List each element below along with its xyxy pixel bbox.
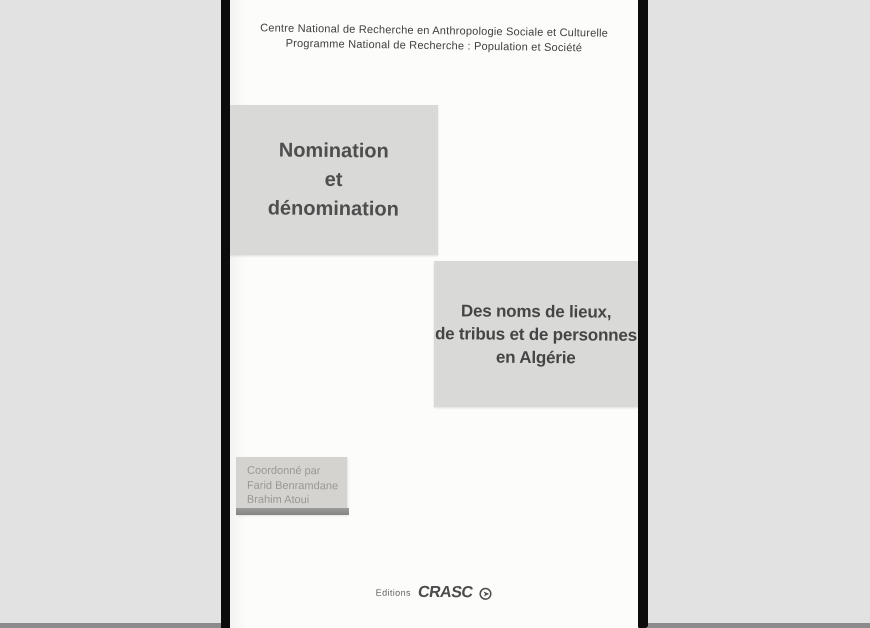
coordinator-name-2: Brahim Atoui — [246, 493, 310, 507]
coordinators-panel — [236, 457, 347, 515]
publisher-logo-text: CRASC — [416, 583, 474, 602]
crasc-circle-arrow-icon — [479, 587, 492, 600]
subtitle-line-1: Des noms de lieux, — [460, 300, 612, 322]
book-title — [268, 136, 400, 224]
book-subtitle — [435, 299, 637, 370]
coordinator-name-1: Farid Benramdane — [246, 479, 339, 492]
institution-header — [230, 21, 638, 57]
title-panel — [230, 105, 438, 255]
book-right-edge-bar — [638, 0, 648, 628]
subtitle-line-2: de tribus et de personnes — [434, 323, 638, 345]
title-line-2: et — [325, 168, 343, 191]
subtitle-line-3: en Algérie — [495, 347, 576, 367]
title-line-1: Nomination — [279, 139, 390, 162]
coordinators-text — [236, 457, 347, 508]
coordinated-by-label: Coordonné par — [247, 464, 321, 478]
coordinators-panel-shadow — [236, 508, 349, 515]
title-line-3: dénomination — [268, 196, 400, 221]
book-cover — [230, 0, 638, 628]
institution-line-1: Centre National de Recherche en Anthropologie Sociale et Culturelle — [260, 22, 609, 40]
subtitle-panel — [434, 261, 638, 407]
publisher-line — [230, 583, 638, 604]
book-left-edge-bar — [221, 0, 230, 628]
editions-label: Editions — [375, 587, 411, 598]
institution-line-2: Programme National de Recherche : Population et Société — [285, 37, 583, 55]
